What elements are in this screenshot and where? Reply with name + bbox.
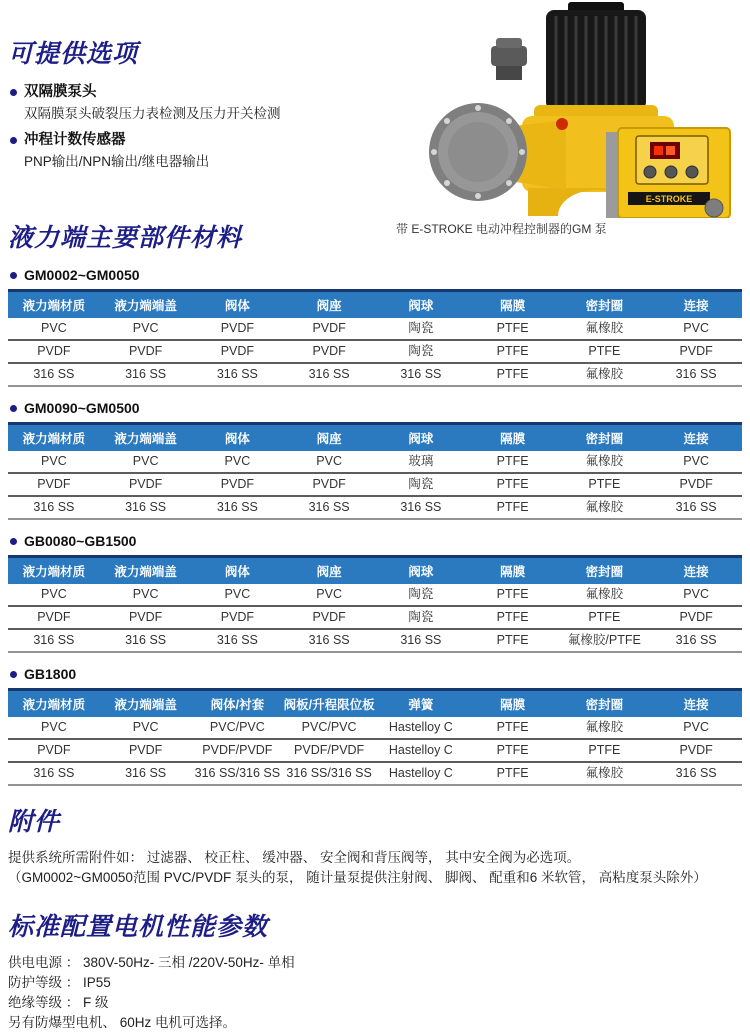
table-cell: PTFE bbox=[496, 454, 529, 468]
table-cell: PVDF bbox=[220, 321, 255, 335]
model-label: GB1800 bbox=[24, 666, 77, 682]
table-cell: 316 SS bbox=[33, 766, 75, 780]
table-cell: 陶瓷 bbox=[408, 587, 434, 601]
column-header: 液力端材质 bbox=[8, 557, 100, 585]
table-cell: PVDF bbox=[128, 610, 163, 624]
material-table-block bbox=[8, 400, 742, 520]
e-stroke-logo: E-STROKE bbox=[645, 194, 693, 204]
table-cell: PVC/PVC bbox=[301, 720, 357, 734]
bullet-icon bbox=[10, 272, 17, 279]
bullet-icon bbox=[10, 137, 17, 144]
table-cell: PVDF bbox=[37, 477, 71, 491]
material-table bbox=[8, 555, 742, 653]
column-header: 阀球 bbox=[375, 557, 467, 585]
table-cell: PVDF bbox=[220, 477, 255, 491]
table-cell: 316 SS bbox=[216, 367, 258, 381]
table-cell: 氟橡胶 bbox=[585, 500, 624, 514]
table-cell: PVC bbox=[41, 321, 67, 335]
column-header: 隔膜 bbox=[467, 424, 559, 452]
table-cell: 316 SS bbox=[675, 766, 717, 780]
table-cell: PTFE bbox=[496, 367, 529, 381]
table-cell: 陶瓷 bbox=[408, 344, 434, 358]
table-cell: PVDF bbox=[679, 344, 713, 358]
accessories-title: 附件 bbox=[8, 808, 61, 836]
table-cell: 氟橡胶/PTFE bbox=[567, 633, 641, 647]
column-header: 液力端端盖 bbox=[100, 424, 192, 452]
table-cell: 316 SS bbox=[33, 633, 75, 647]
table-cell: PTFE bbox=[496, 321, 529, 335]
table-cell: 316 SS bbox=[400, 367, 442, 381]
table-cell: 氟橡胶 bbox=[585, 321, 624, 335]
table-cell: PVDF bbox=[128, 477, 163, 491]
column-header: 阀座 bbox=[283, 424, 375, 452]
table-row bbox=[8, 762, 742, 785]
column-header: 阀体/衬套 bbox=[192, 690, 284, 718]
table-row bbox=[8, 717, 742, 739]
table-cell: 316 SS/316 SS bbox=[286, 766, 372, 780]
column-header: 阀球 bbox=[375, 291, 467, 319]
table-cell: PVC bbox=[683, 720, 709, 734]
table-cell: 316 SS bbox=[33, 367, 75, 381]
table-cell: PVDF bbox=[128, 743, 163, 757]
table-cell: PVDF/PVDF bbox=[294, 743, 365, 757]
model-row bbox=[10, 267, 742, 283]
table-cell: PVDF bbox=[220, 344, 255, 358]
column-header: 阀座 bbox=[283, 557, 375, 585]
table-cell: 316 SS bbox=[400, 633, 442, 647]
table-cell: PVC bbox=[683, 321, 709, 335]
table-row bbox=[8, 739, 742, 762]
table-cell: PVDF bbox=[679, 743, 713, 757]
table-cell: 氟橡胶 bbox=[585, 720, 624, 734]
column-header: 弹簧 bbox=[375, 690, 467, 718]
table-cell: Hastelloy C bbox=[388, 720, 453, 734]
column-header: 密封圈 bbox=[559, 690, 651, 718]
material-table-block bbox=[8, 666, 742, 786]
column-header: 液力端端盖 bbox=[100, 690, 192, 718]
table-cell: PVC bbox=[132, 720, 159, 734]
table-cell: PTFE bbox=[496, 500, 529, 514]
motor-title: 标准配置电机性能参数 bbox=[8, 913, 269, 941]
column-header: 密封圈 bbox=[559, 291, 651, 319]
table-cell: PVC bbox=[316, 587, 342, 601]
material-table bbox=[8, 289, 742, 387]
table-row bbox=[8, 496, 742, 519]
table-cell: PVDF bbox=[312, 344, 346, 358]
column-header: 隔膜 bbox=[467, 690, 559, 718]
table-row bbox=[8, 451, 742, 473]
model-label: GM0002~GM0050 bbox=[24, 267, 140, 283]
motor-line: 绝缘等级 ： F 级 bbox=[8, 995, 109, 1010]
material-table bbox=[8, 688, 742, 786]
table-cell: PVC bbox=[132, 454, 159, 468]
motor-line: 供电电源 ： 380V-50Hz- 三相 /220V-50Hz- 单相 bbox=[8, 955, 295, 970]
material-table bbox=[8, 422, 742, 520]
column-header: 隔膜 bbox=[467, 291, 559, 319]
table-cell: 陶瓷 bbox=[408, 610, 434, 624]
table-cell: 氟橡胶 bbox=[585, 587, 624, 601]
column-header: 隔膜 bbox=[467, 557, 559, 585]
bullet-icon bbox=[10, 671, 17, 678]
model-label: GB0080~GB1500 bbox=[24, 533, 137, 549]
table-cell: PTFE bbox=[496, 720, 529, 734]
table-cell: 316 SS bbox=[308, 367, 350, 381]
motor-line: 另有防爆型电机、 60Hz 电机可选择。 bbox=[8, 1015, 237, 1030]
material-table-block bbox=[8, 267, 742, 387]
table-cell: Hastelloy C bbox=[388, 766, 453, 780]
table-cell: PVDF bbox=[37, 344, 71, 358]
table-cell: PTFE bbox=[496, 587, 529, 601]
column-header: 液力端端盖 bbox=[100, 291, 192, 319]
table-cell: 玻璃 bbox=[408, 454, 434, 468]
table-cell: 316 SS bbox=[675, 633, 717, 647]
table-cell: PVC bbox=[41, 454, 67, 468]
model-row bbox=[10, 533, 742, 549]
table-cell: PVDF bbox=[679, 610, 713, 624]
table-cell: PVDF bbox=[312, 477, 346, 491]
column-header: 阀板/升程限位板 bbox=[283, 690, 375, 718]
bullet-icon bbox=[10, 405, 17, 412]
table-cell: PVDF bbox=[220, 610, 255, 624]
table-header-row bbox=[8, 424, 742, 452]
table-cell: 316 SS bbox=[216, 633, 258, 647]
table-cell: PVDF bbox=[37, 610, 71, 624]
options-title: 可提供选项 bbox=[8, 40, 139, 68]
column-header: 阀体 bbox=[192, 557, 284, 585]
column-header: 液力端材质 bbox=[8, 291, 100, 319]
column-header: 液力端材质 bbox=[8, 424, 100, 452]
table-row bbox=[8, 363, 742, 386]
table-cell: 316 SS/316 SS bbox=[194, 766, 281, 780]
table-cell: PTFE bbox=[588, 610, 621, 624]
table-cell: Hastelloy C bbox=[388, 743, 453, 757]
column-header: 液力端材质 bbox=[8, 690, 100, 718]
table-header-row bbox=[8, 557, 742, 585]
table-cell: 316 SS bbox=[308, 500, 350, 514]
table-cell: PVC bbox=[683, 454, 709, 468]
column-header: 连接 bbox=[650, 557, 742, 585]
motor-line: 防护等级 ： IP55 bbox=[8, 975, 111, 990]
table-cell: PTFE bbox=[588, 477, 621, 491]
column-header: 连接 bbox=[650, 690, 742, 718]
column-header: 密封圈 bbox=[559, 557, 651, 585]
table-header-row bbox=[8, 291, 742, 319]
table-header-row bbox=[8, 690, 742, 718]
motor-lines bbox=[8, 953, 750, 1033]
table-cell: PVC bbox=[41, 720, 67, 734]
accessories-line: （GM0002~GM0050范围 PVC/PVDF 泵头的泵， 随计量泵提供注射阀、 脚阀、 配重和6 米软管， 高粘度泵头除外） bbox=[8, 870, 707, 885]
table-row bbox=[8, 606, 742, 629]
material-table-block bbox=[8, 533, 742, 653]
column-header: 阀体 bbox=[192, 291, 284, 319]
table-cell: 316 SS bbox=[125, 766, 167, 780]
table-cell: PTFE bbox=[588, 344, 621, 358]
table-cell: PVDF bbox=[312, 321, 346, 335]
column-header: 阀球 bbox=[375, 424, 467, 452]
model-row bbox=[10, 666, 742, 682]
column-header: 连接 bbox=[650, 291, 742, 319]
pump-caption: 带 E-STROKE 电动冲程控制器的GM 泵 bbox=[396, 222, 607, 236]
table-cell: 氟橡胶 bbox=[585, 454, 624, 468]
table-cell: PVC bbox=[224, 587, 251, 601]
table-cell: 316 SS bbox=[308, 633, 350, 647]
table-cell: PVDF bbox=[679, 477, 713, 491]
table-cell: PVC/PVC bbox=[209, 720, 265, 734]
table-cell: 316 SS bbox=[675, 500, 717, 514]
column-header: 密封圈 bbox=[559, 424, 651, 452]
bullet-icon bbox=[10, 89, 17, 96]
column-header: 连接 bbox=[650, 424, 742, 452]
table-row bbox=[8, 629, 742, 652]
model-label: GM0090~GM0500 bbox=[24, 400, 140, 416]
table-cell: PTFE bbox=[588, 743, 621, 757]
table-cell: 316 SS bbox=[33, 500, 75, 514]
table-cell: PVDF bbox=[312, 610, 346, 624]
table-cell: 陶瓷 bbox=[408, 321, 434, 335]
table-row bbox=[8, 584, 742, 606]
table-row bbox=[8, 318, 742, 340]
accessories-line: 提供系统所需附件如： 过滤器、 校正柱、 缓冲器、 安全阀和背压阀等， 其中安全阀为必选项。 bbox=[8, 850, 581, 865]
table-cell: PVC bbox=[41, 587, 67, 601]
materials-tables bbox=[0, 267, 750, 786]
table-cell: PVC bbox=[316, 454, 342, 468]
table-cell: 氟橡胶 bbox=[585, 367, 624, 381]
table-cell: PTFE bbox=[496, 344, 529, 358]
table-cell: PVC bbox=[132, 321, 159, 335]
table-cell: 316 SS bbox=[216, 500, 258, 514]
table-cell: 316 SS bbox=[125, 500, 167, 514]
table-row bbox=[8, 340, 742, 363]
table-cell: PTFE bbox=[496, 743, 529, 757]
table-cell: PTFE bbox=[496, 766, 529, 780]
table-cell: 氟橡胶 bbox=[585, 766, 624, 780]
table-cell: 316 SS bbox=[125, 367, 167, 381]
table-cell: PVC bbox=[683, 587, 709, 601]
model-row bbox=[10, 400, 742, 416]
table-cell: PVDF bbox=[37, 743, 71, 757]
table-cell: PTFE bbox=[496, 477, 529, 491]
option-label: 冲程计数传感器 bbox=[24, 132, 126, 148]
table-cell: PVC bbox=[132, 587, 159, 601]
column-header: 阀体 bbox=[192, 424, 284, 452]
option-label: 双隔膜泵头 bbox=[24, 84, 97, 100]
option-detail: PNP输出/NPN输出/继电器输出 bbox=[24, 154, 210, 169]
table-cell: PVC bbox=[224, 454, 251, 468]
table-row bbox=[8, 473, 742, 496]
table-cell: 316 SS bbox=[125, 633, 167, 647]
option-detail: 双隔膜泵头破裂压力表检测及压力开关检测 bbox=[24, 106, 281, 121]
table-cell: 316 SS bbox=[675, 367, 717, 381]
table-cell: PVDF/PVDF bbox=[202, 743, 273, 757]
pump-photo bbox=[416, 2, 736, 218]
table-cell: 316 SS bbox=[400, 500, 442, 514]
table-cell: PTFE bbox=[496, 610, 529, 624]
column-header: 液力端端盖 bbox=[100, 557, 192, 585]
column-header: 阀座 bbox=[283, 291, 375, 319]
table-cell: 陶瓷 bbox=[408, 477, 434, 491]
materials-title: 液力端主要部件材料 bbox=[8, 224, 243, 252]
table-cell: PVDF bbox=[128, 344, 163, 358]
bullet-icon bbox=[10, 538, 17, 545]
table-cell: PTFE bbox=[496, 633, 529, 647]
